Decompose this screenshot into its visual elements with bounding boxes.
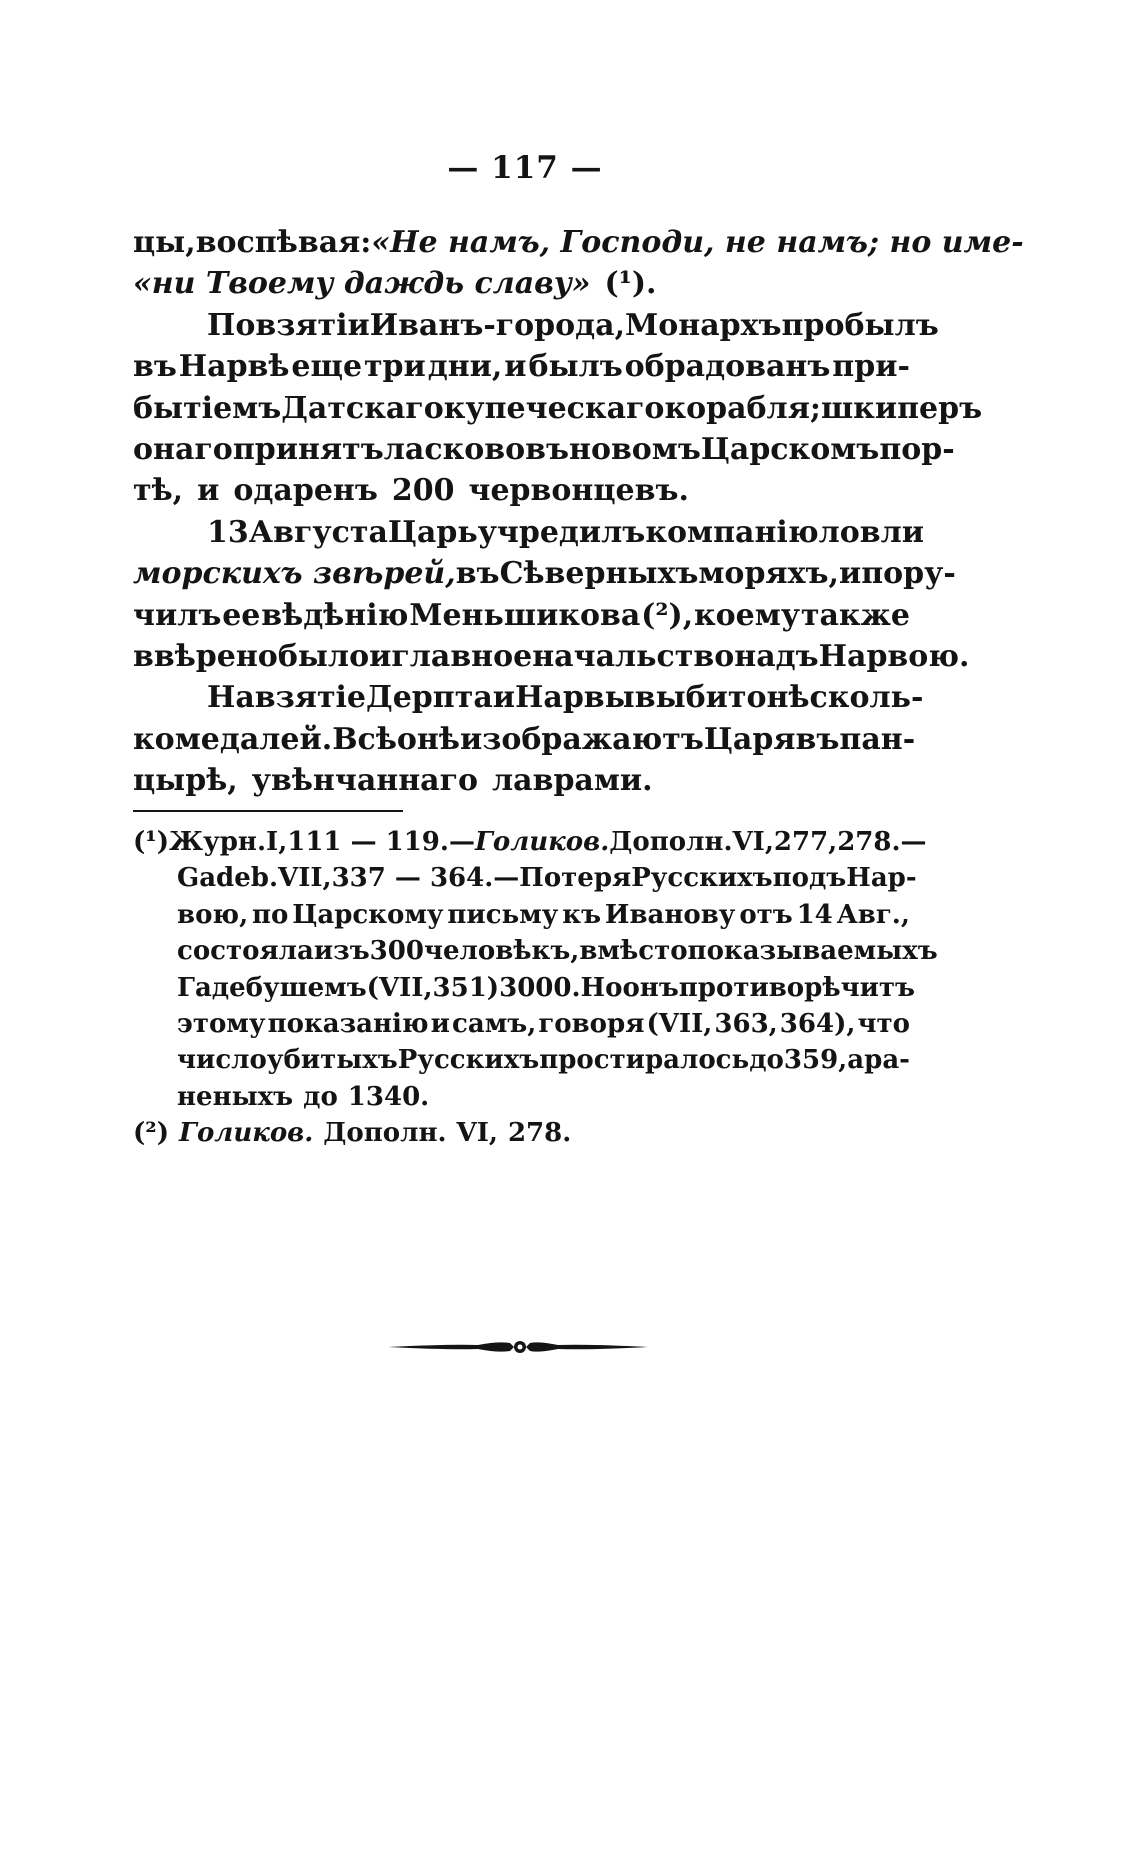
text-line: цырѣ, увѣнчаннаго лаврами. <box>133 763 653 799</box>
text-line: бытіемъ Датскаго купеческаго корабля; шкиперъ <box>133 390 983 426</box>
text-line: 13 Августа Царь учредилъ компанію ловли <box>207 514 924 550</box>
footnote-line: (¹) Журн. I, 111 — 119.— Голиков. Дополн. VI, 277, 278.— <box>133 824 910 860</box>
tailpiece-ornament-icon <box>388 1335 648 1359</box>
text-line: тѣ, и одаренъ 200 червонцевъ. <box>133 473 689 509</box>
footnote-ref: (¹). <box>604 266 657 302</box>
italic-quote: «ни Твоему даждь славу» <box>133 266 591 302</box>
italic-quote: «Не намъ, Господи, не намъ; но име- <box>371 225 1024 260</box>
footnote-divider <box>133 810 403 812</box>
italic-term: морскихъ звѣрей, <box>133 556 456 592</box>
footnote-line: этому показанію и самъ, говоря (VII, 363, 364), что <box>177 1009 910 1040</box>
footnote-line: состояла изъ 300 человѣкъ, вмѣсто показываемыхъ <box>177 936 938 967</box>
page-number: — 117 — <box>447 150 603 186</box>
text-line: ко медалей. Всѣ онѣ изображаютъ Царя въ пан- <box>133 721 916 757</box>
footnote-line: число убитыхъ Русскихъ простиралось до 359, а ра- <box>177 1045 910 1076</box>
text-line: морскихъ звѣрей, въ Сѣверныхъ моряхъ, и пору- <box>133 553 910 594</box>
text-line: По взятіи Иванъ-города, Монархъ пробылъ <box>207 307 939 343</box>
text-line: чилъ ее вѣдѣнію Меньшикова (²), коему также <box>133 595 910 636</box>
text-line: онаго принятъ ласково въ новомъ Царскомъ пор- <box>133 432 955 468</box>
main-text <box>133 222 1024 802</box>
footnote-line: Gadeb. VII, 337 — 364. — Потеря Русскихъ подъ Нар- <box>177 863 917 894</box>
footnote-line: (²) Голиков. Дополн. VI, 278. <box>133 1115 910 1151</box>
text-line: въ Нарвѣ еще три дни, и былъ обрадованъ при- <box>133 349 910 385</box>
footnote-ref: (²), <box>641 597 694 633</box>
footnotes <box>133 824 938 1152</box>
footnote-marker: (¹) <box>133 827 169 857</box>
footnote-marker: (²) <box>133 1118 169 1149</box>
text-line <box>133 263 910 304</box>
text-line: На взятіе Дерпта и Нарвы выбито нѣсколь- <box>207 680 924 716</box>
text-line: цы, воспѣвая: «Не намъ, Господи, не намъ; но име- <box>133 222 910 263</box>
text-line: ввѣрено было и главное начальство надъ Нарвою. <box>133 639 970 675</box>
footnote-line: вою, по Царскому письму къ Иванову отъ 14 Авг., <box>177 899 910 930</box>
footnote-line: Гадебушемъ (VII, 351) 3000. Но онъ противорѣчитъ <box>177 972 915 1003</box>
footnote-line: неныхъ до 1340. <box>177 1081 430 1112</box>
